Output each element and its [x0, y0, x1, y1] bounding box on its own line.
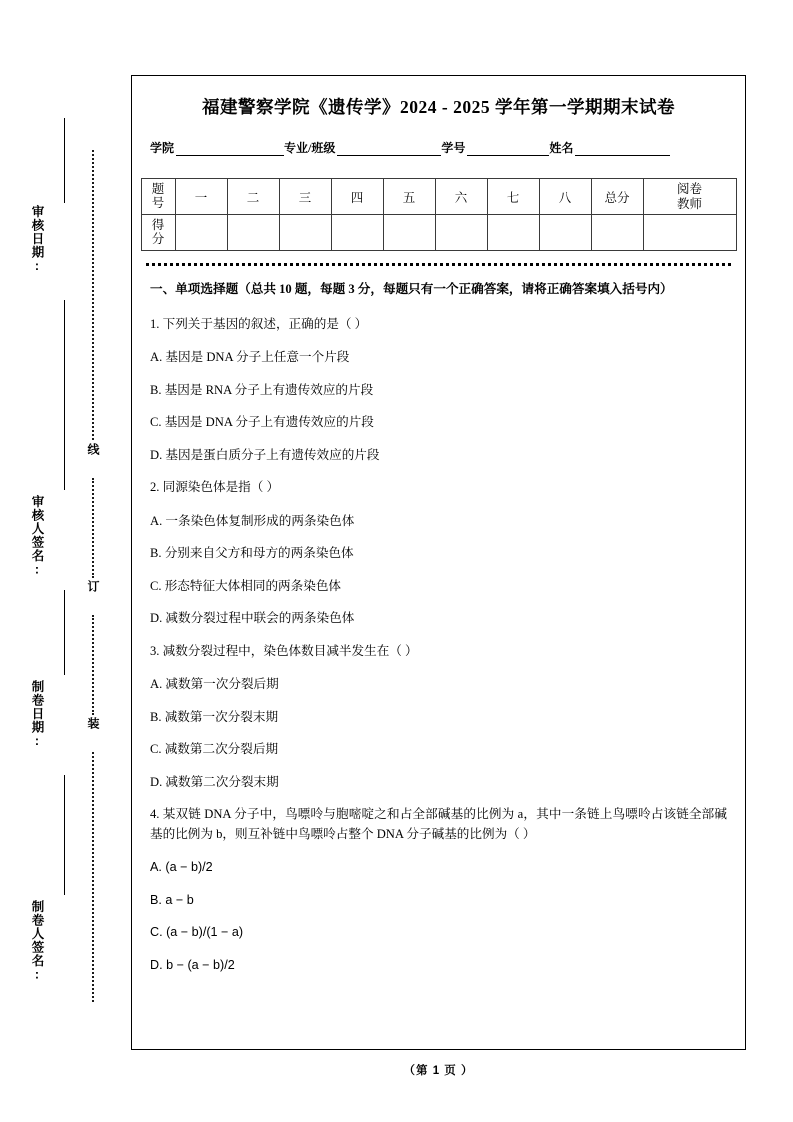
- field-student-id: [441, 139, 549, 156]
- score-cell-3[interactable]: [279, 215, 331, 251]
- question-3-option-a[interactable]: A. 减数第一次分裂后期: [150, 677, 279, 692]
- row-label-question-number: [141, 179, 175, 215]
- row-label-score-line1: 得: [151, 218, 165, 233]
- question-4-option-c[interactable]: C. (a − b)/(1 − a): [150, 925, 244, 940]
- margin-divider-rule-1: [64, 118, 65, 203]
- score-table: [141, 178, 737, 251]
- question-2-option-a[interactable]: A. 一条染色体复制形成的两条染色体: [150, 513, 355, 528]
- field-student-id-label: 学号: [441, 141, 466, 155]
- row-label-score-line2: 分: [151, 231, 165, 246]
- left-margin-area: [0, 0, 125, 1122]
- row-label-question-number-line1: 题: [151, 182, 165, 197]
- field-student-id-blank[interactable]: [467, 142, 549, 156]
- question-body: [150, 280, 727, 975]
- score-cell-grading-teacher[interactable]: [643, 215, 736, 251]
- column-header-2: 二: [227, 179, 279, 215]
- question-3: [150, 642, 727, 793]
- section-heading-1: 一、单项选择题（总共 10 题，每题 3 分，每题只有一个正确答案，请将正确答案填入括号内）: [150, 282, 673, 296]
- table-row-question-numbers: [141, 179, 736, 215]
- score-cell-2[interactable]: [227, 215, 279, 251]
- question-2-stem: 2. 同源染色体是指（ ）: [150, 480, 280, 495]
- score-cell-6[interactable]: [435, 215, 487, 251]
- seal-line-segment-bottom: [92, 752, 94, 1002]
- column-header-7: 七: [487, 179, 539, 215]
- margin-label-print-date: 制卷日期:: [30, 680, 44, 749]
- field-college: [150, 139, 284, 156]
- column-header-4: 四: [331, 179, 383, 215]
- score-cell-4[interactable]: [331, 215, 383, 251]
- margin-label-review-date: 审核日期:: [30, 205, 44, 274]
- question-2-option-d[interactable]: D. 减数分裂过程中联会的两条染色体: [150, 611, 355, 626]
- question-4-option-b[interactable]: B. a − b: [150, 892, 194, 907]
- seal-line-char-xian: 线: [86, 443, 100, 455]
- question-3-option-c[interactable]: C. 减数第二次分裂后期: [150, 742, 279, 757]
- field-major-class-blank[interactable]: [337, 142, 441, 156]
- question-3-option-b[interactable]: B. 减数第一次分裂末期: [150, 709, 279, 724]
- seal-line-segment-2: [92, 478, 94, 578]
- score-cell-1[interactable]: [175, 215, 227, 251]
- score-cell-total[interactable]: [591, 215, 643, 251]
- question-1: [150, 315, 727, 466]
- column-header-grading-teacher: [643, 179, 736, 215]
- grading-teacher-line2: 教师: [676, 196, 702, 211]
- field-major-class-label: 专业/班级: [284, 141, 336, 155]
- exam-paper-frame: [131, 75, 746, 1050]
- seal-line-segment-3: [92, 615, 94, 715]
- question-2-option-b[interactable]: B. 分别来自父方和母方的两条染色体: [150, 546, 354, 561]
- question-2-option-c[interactable]: C. 形态特征大体相同的两条染色体: [150, 578, 342, 593]
- question-2: [150, 478, 727, 629]
- margin-divider-rule-4: [64, 775, 65, 895]
- field-name-blank[interactable]: [575, 142, 670, 156]
- table-row-scores: [141, 215, 736, 251]
- question-4-option-d[interactable]: D. b − (a − b)/2: [150, 957, 235, 972]
- page-indicator: （第 1 页 ）: [403, 1065, 474, 1077]
- question-1-option-a[interactable]: A. 基因是 DNA 分子上任意一个片段: [150, 350, 350, 365]
- field-college-label: 学院: [150, 141, 175, 155]
- row-label-score: [141, 215, 175, 251]
- margin-divider-rule-2: [64, 300, 65, 490]
- grading-teacher-line1: 阅卷: [676, 182, 702, 197]
- column-header-5: 五: [383, 179, 435, 215]
- dotted-separator: [146, 263, 731, 266]
- column-header-8: 八: [539, 179, 591, 215]
- question-4-stem: 4. 某双链 DNA 分子中，鸟嘌呤与胞嘧啶之和占全部碱基的比例为 a，其中一条链上鸟嘌呤占该链全部碱基的比例为 b，则互补链中鸟嘌呤占整个 DNA 分子碱基的比例为（ ）: [150, 807, 727, 841]
- field-name-label: 姓名: [549, 141, 574, 155]
- seal-line-char-ding: 订: [86, 580, 100, 592]
- question-4: [150, 805, 727, 975]
- question-3-stem: 3. 减数分裂过程中，染色体数目减半发生在（ ）: [150, 643, 418, 658]
- question-4-option-a[interactable]: A. (a − b)/2: [150, 860, 213, 875]
- question-1-stem: 1. 下列关于基因的叙述，正确的是（ ）: [150, 316, 368, 331]
- score-cell-5[interactable]: [383, 215, 435, 251]
- row-label-question-number-line2: 号: [151, 195, 165, 210]
- column-header-3: 三: [279, 179, 331, 215]
- field-college-blank[interactable]: [176, 142, 284, 156]
- column-header-1: 一: [175, 179, 227, 215]
- margin-divider-rule-3: [64, 590, 65, 675]
- page-title: 福建警察学院《遗传学》2024 - 2025 学年第一学期期末试卷: [202, 97, 675, 117]
- column-header-6: 六: [435, 179, 487, 215]
- seal-line-char-zhuang: 装: [86, 717, 100, 729]
- question-3-option-d[interactable]: D. 减数第二次分裂末期: [150, 774, 279, 789]
- field-major-class: [284, 139, 441, 156]
- question-1-option-b[interactable]: B. 基因是 RNA 分子上有遗传效应的片段: [150, 382, 374, 397]
- margin-label-reviewer-signature: 审核人签名:: [30, 495, 44, 578]
- question-1-option-c[interactable]: C. 基因是 DNA 分子上有遗传效应的片段: [150, 415, 374, 430]
- student-info-line: [150, 139, 727, 156]
- margin-label-printer-signature: 制卷人签名:: [30, 900, 44, 983]
- question-1-option-d[interactable]: D. 基因是蛋白质分子上有遗传效应的片段: [150, 447, 380, 462]
- score-cell-7[interactable]: [487, 215, 539, 251]
- score-cell-8[interactable]: [539, 215, 591, 251]
- field-name: [549, 139, 670, 156]
- column-header-total: 总分: [591, 179, 643, 215]
- seal-line-segment-top: [92, 150, 94, 440]
